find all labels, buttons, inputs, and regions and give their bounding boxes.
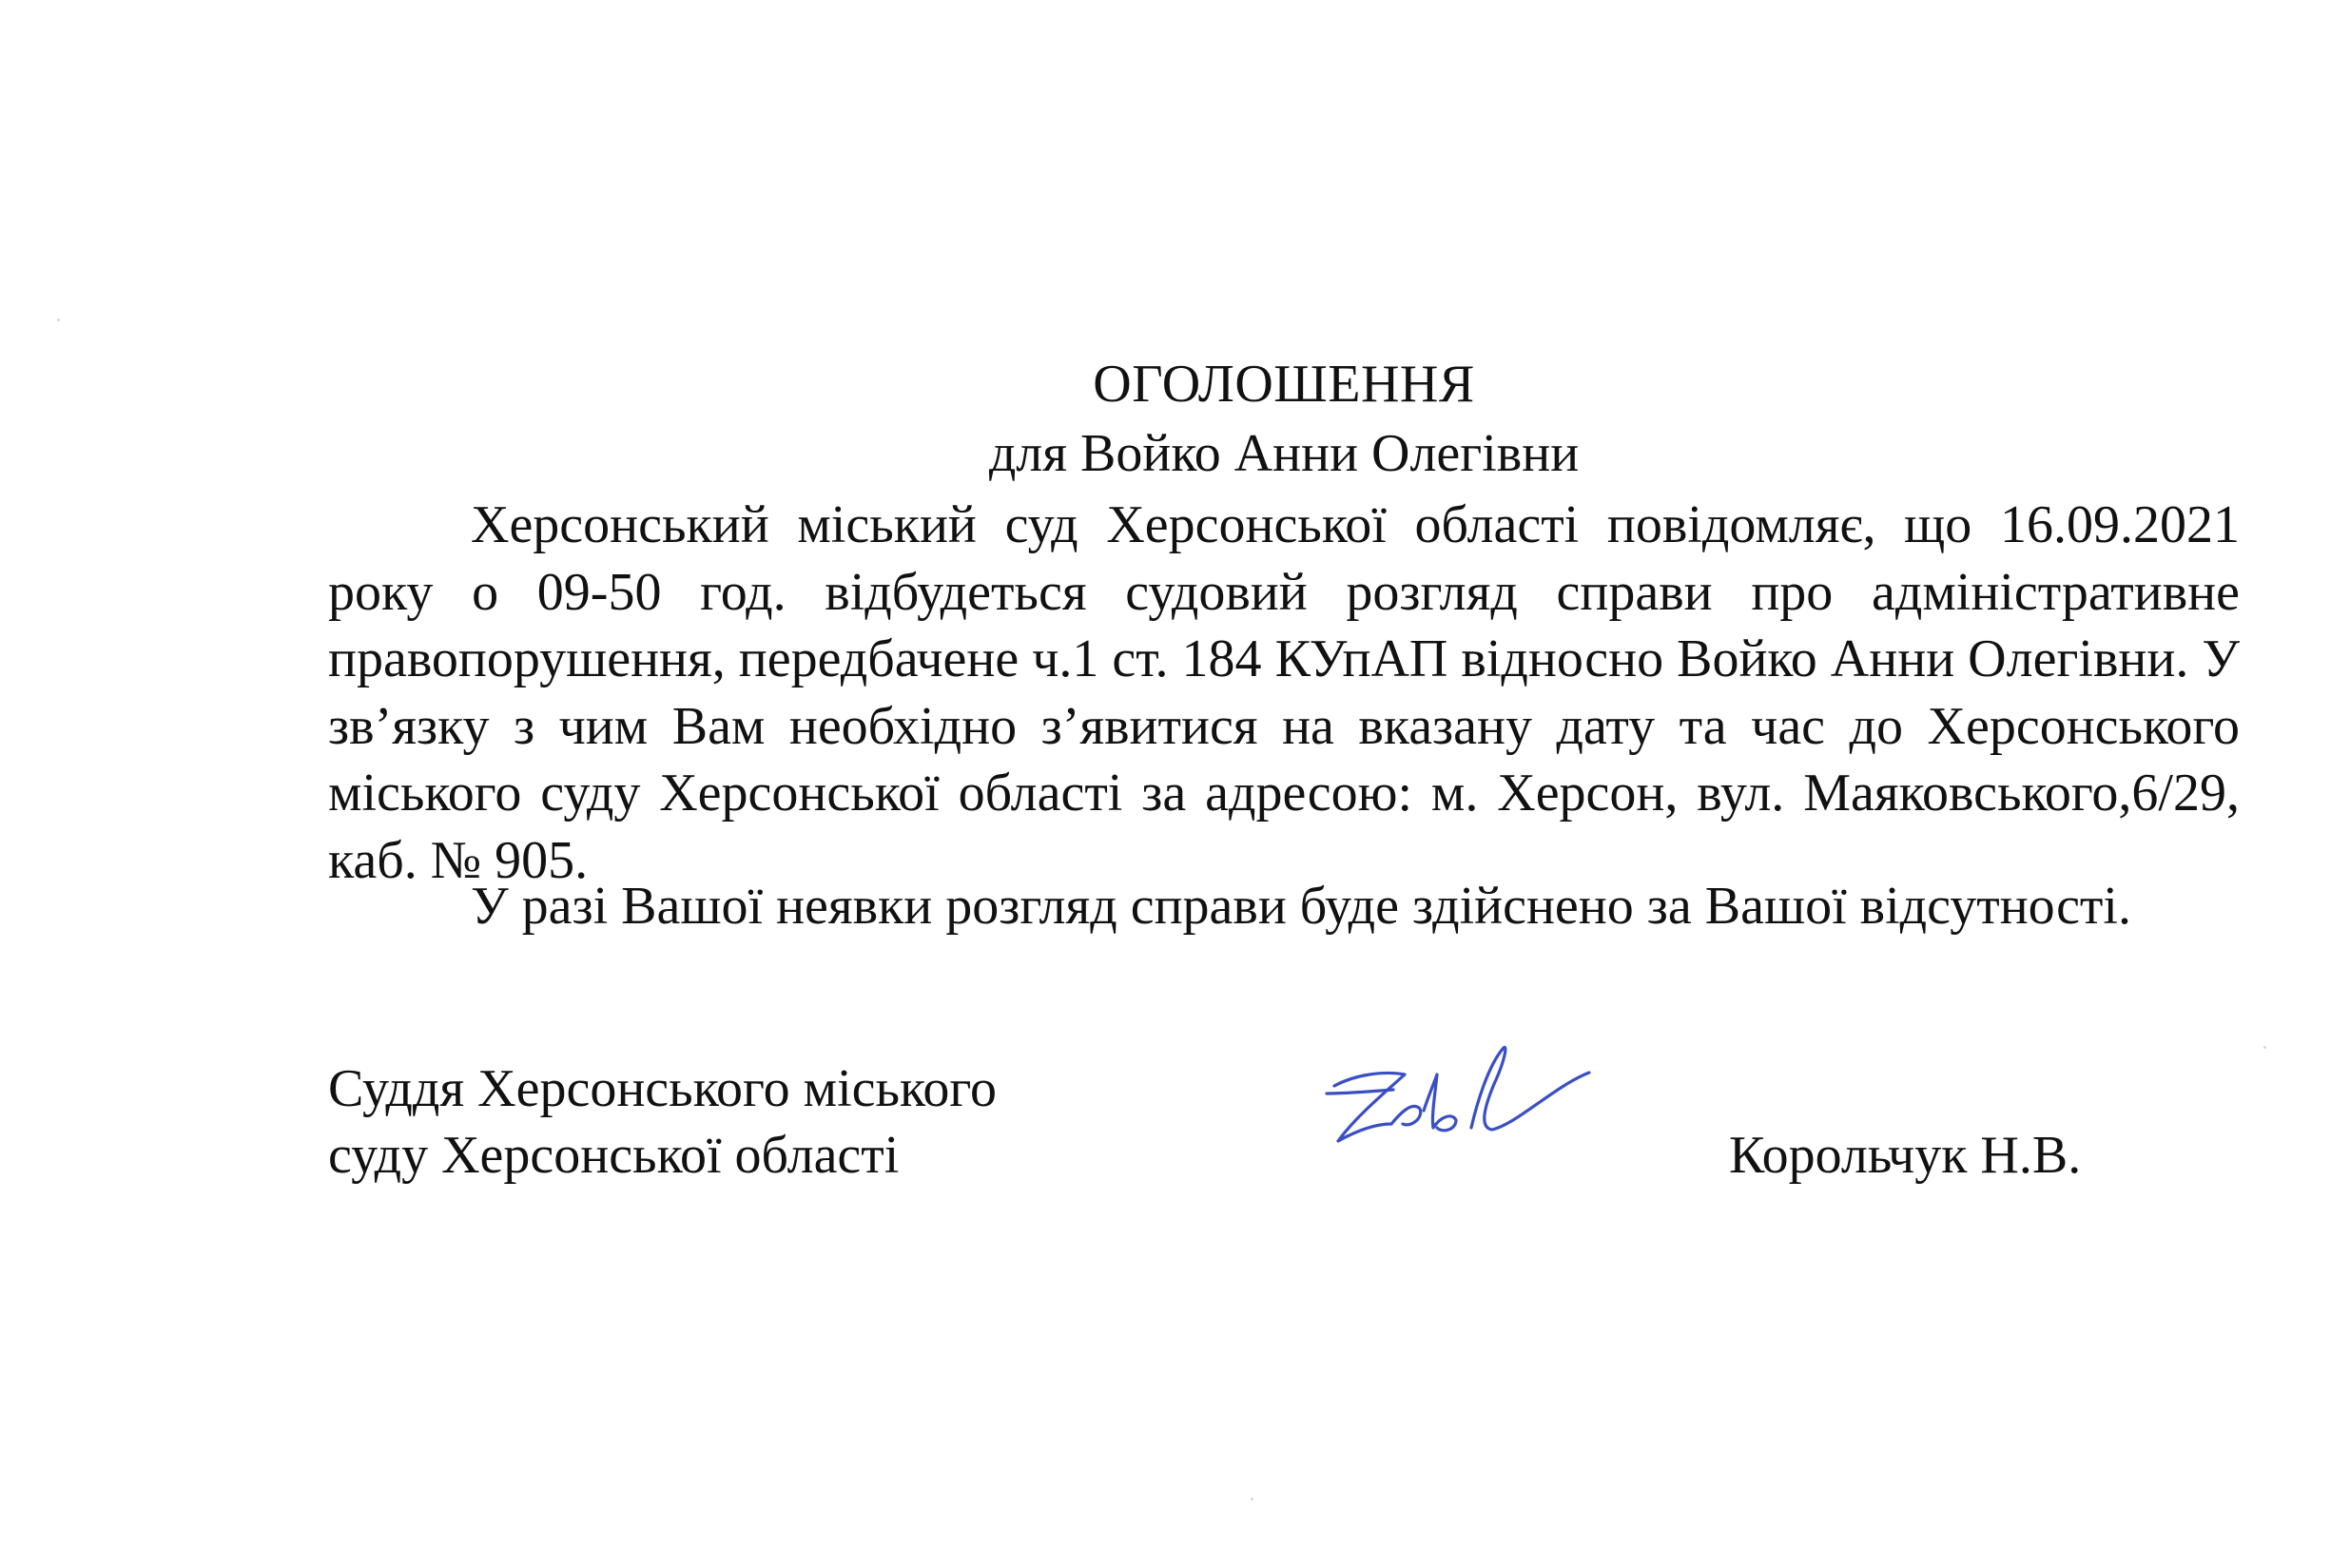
judge-title-line2: суду Херсонської області (328, 1126, 900, 1185)
notice-paragraph-main: Херсонський міський суд Херсонської області повідомляє, що 16.09.2021 року о 09-50 год. відбудеться судовий розгляд справи про адміністративне правопорушення, передбачене ч.1 ст. 184 КУпАП відносно Войко Анни Олегівни. У зв’язку з чим Вам необхідно з’явитися на вказану дату та час до Херсонського міського суду Херсонської області за адресою: м. Херсон, вул. Маяковського,6/29, каб. № 905. (328, 495, 2240, 890)
notice-addressee: для Войко Анни Олегівни (988, 424, 1580, 483)
judge-title (328, 1055, 997, 1189)
judge-title-line1: Суддя Херсонського міського (328, 1059, 997, 1118)
notice-title: ОГОЛОШЕННЯ (1093, 355, 1475, 414)
scan-speck (2263, 1046, 2266, 1049)
handwritten-signature (1317, 1036, 1602, 1160)
scan-speck (1251, 1498, 1253, 1500)
notice-paragraph-absence: У разі Вашої неявки розгляд справи буде здійснено за Вашої відсутності. (471, 877, 2131, 936)
judge-name: Корольчук Н.В. (1729, 1126, 2082, 1185)
scan-speck (57, 319, 60, 321)
